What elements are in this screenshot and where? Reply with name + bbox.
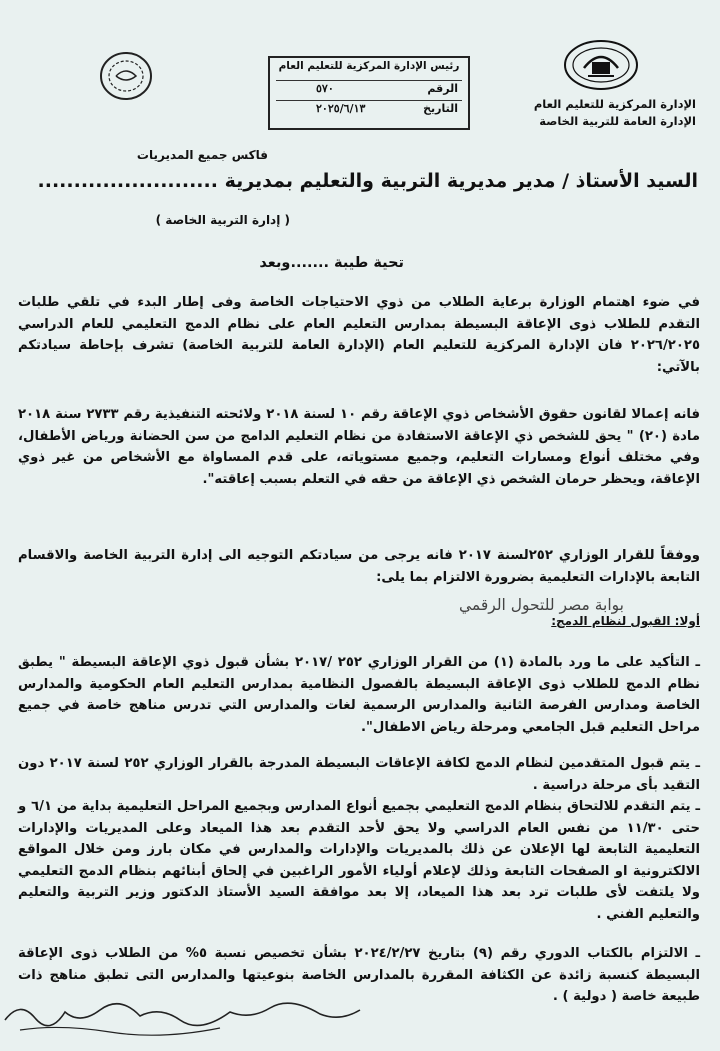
clause-paragraph: ـ التأكيد على ما ورد بالمادة (١) من القرار الوزاري ٢٥٢ /٢٠١٧ بشأن قبول ذوي الإعاقة البسيطة " يطبق نظام الدمج للطلاب ذوى الإعاقة البسيطة بالفصول النظامية بمدارس التعليم العام الحكومية والمدارس الخاصة ومدارس الفرصة الثانية والمدارس الرسمية لغات والمدارس التي تدرس مناهج خاصة في جميع مراحل التعليم قبل الجامعي ومرحلة رياض الاطفال".: [18, 655, 700, 735]
section-title: أولا: القبول لنظام الدمج:: [551, 614, 700, 628]
addressee: السيد الأستاذ / مدير مديرية التربية والتعليم بمديرية .........................: [37, 170, 698, 192]
clause-paragraph: ـ يتم قبول المتقدمين لنظام الدمج لكافة الإعاقات البسيطة المدرجة بالقرار الوزاري ٢٥٢ لسنة ٢٠١٧ دون التقيد بأى مرحلة دراسية .: [18, 756, 701, 793]
stamp-date-row: [276, 100, 462, 117]
greeting: تحية طيبة .......وبعد: [259, 255, 404, 271]
stamp-date-value: ٢٠٢٥/٦/١٣: [316, 102, 366, 115]
stamp-title: رئيس الإدارة المركزية للتعليم العام: [278, 60, 460, 72]
organization-header: [466, 96, 696, 130]
clause-paragraph: ـ الالتزام بالكتاب الدوري رقم (٩) بتاريخ ٢٠٢٤/٢/٢٧ بشأن تخصيص نسبة ٥% من الطلاب ذوى الإعاقة البسيطة كنسبة زائدة عن الكثافة المقررة بالمدارس الخاصة بنوعيتها والمدارس التى تطبق مناهج ذات طبيعة خاصة ( دولية ) .: [18, 946, 700, 1004]
stamp-date-label: التاريخ: [423, 102, 458, 115]
fax-line: فاكس جميع المديريات: [136, 148, 268, 162]
law-paragraph: فانه إعمالا لقانون حقوق الأشخاص ذوي الإعاقة رقم ١٠ لسنة ٢٠١٨ ولائحته التنفيذية رقم ٢٧٣٣ سنة ٢٠١٨ مادة (٢٠) " يحق للشخص ذي الإعاقة الاستفادة من نظام التعليم الدامج من سن الحضانة ورياض الأطفال، وفي مختلف أنواع ومسارات التعليم، وجميع مستوياته، على قدم المساواة مع الأشخاص من غير ذوي الإعاقة، ويحظر حرمان الشخص ذي الإعاقة من حقه في التعلم بسبب إعاقته".: [18, 407, 700, 487]
ministry-logo-icon: [562, 38, 640, 92]
decree-paragraph: ووفقاً للقرار الوزاري ٢٥٢لسنة ٢٠١٧ فانه يرجى من سيادتكم التوجيه الى إدارة التربية الخاصة والاقسام التابعة بالإدارات التعليمية بضرورة الالتزام بما يلى:: [18, 548, 701, 585]
intro-paragraph: في ضوء اهتمام الوزارة برعاية الطلاب من ذوي الاحتياجات الخاصة وفى إطار البدء في تلقي طلبات التقدم للطلاب ذوى الإعاقة البسيطة بمدارس التعليم العام على نظام الدمج التعليمي للعام الدراسي ٢٠٢٦/٢٠٢٥ فان الإدارة المركزية للتعليم العام (الإدارة العامة للتربية الخاصة) تشرف بإحاطة سيادتكم بالآتي:: [18, 295, 700, 375]
org-line-1: الإدارة المركزية للتعليم العام: [533, 97, 696, 111]
incoming-stamp: [268, 56, 470, 130]
department-label: ( إدارة التربية الخاصة ): [155, 213, 290, 227]
stamp-number-value: ٥٧٠: [316, 82, 334, 95]
stamp-number-label: الرقم: [427, 82, 458, 95]
clause-paragraph: ـ يتم التقدم للالتحاق بنظام الدمج التعليمي بجميع أنواع المدارس وبجميع المراحل التعليمية بداية من ٦/١ و حتى ١١/٣٠ من نفس العام الدراسي ولا يحق لأحد التقدم بعد هذا الميعاد وعلى المديريات والإدارات التعليمية التابعة لها الإعلان عن ذلك بالمديريات والإدارات والمدارس في مكان بارز ومن خلال المواقع الالكترونية او الصفحات التابعة وذلك لإعلام أولياء الأمور الراغبين في إلحاق أبنائهم بنظام الدمج التعليمي ولا يلتفت لأى طلبات ترد بعد هذا الميعاد، إلا بعد موافقة السيد الأستاذ الدكتور وزير التربية والتعليم والتعليم الفني .: [18, 799, 700, 922]
stamp-number-row: [276, 80, 462, 97]
round-seal-icon: [98, 50, 154, 102]
handwritten-signature: [0, 990, 400, 1040]
org-line-2: الإدارة العامة للتربية الخاصة: [539, 114, 696, 128]
watermark-text: بوابة مصر للتحول الرقمي: [458, 596, 624, 614]
